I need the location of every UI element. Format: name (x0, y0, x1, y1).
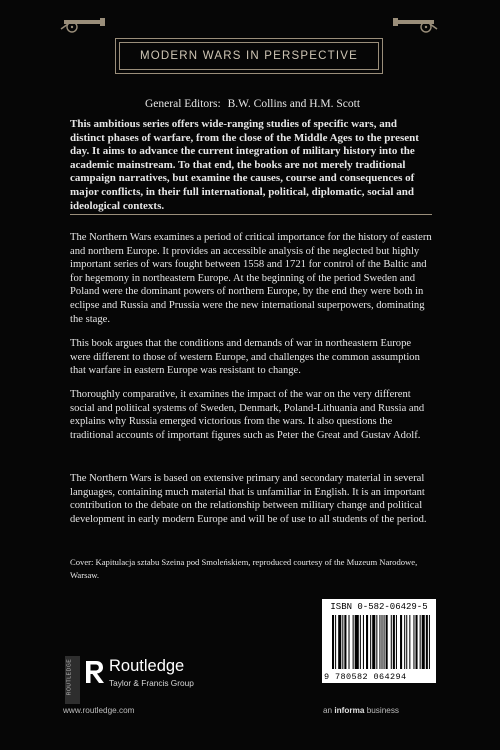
series-banner-inner (119, 42, 379, 70)
blurb-paragraph-1: The Northern Wars examines a period of critical importance for the history of eastern and northern Europe. It provides an accessible analysis of the neglected but highly important series of wars fought between 1558 and 1721 for control of the Baltic and for hegemony in northeastern Europe. At the beginning of the period Sweden and Poland were the dominant powers of northern Europe, by the end they were both in eclipse and Russia and Prussia were the new international superpowers, dominating the stage. (70, 232, 432, 325)
barcode-bar (391, 615, 392, 669)
cannon-right-icon (388, 13, 438, 33)
barcode-bar (404, 615, 405, 669)
blurb-paragraph-2: This book argues that the conditions and demands of war in northeastern Europe were different to those of western Europe, and challenges the common assumption that warfare in eastern Europe was resistant to change. (70, 338, 420, 377)
barcode-bar (386, 615, 388, 669)
barcode-bar (413, 615, 414, 669)
barcode-bar (416, 615, 418, 669)
barcode-bar (420, 615, 421, 669)
publisher-name: Routledge (109, 657, 185, 675)
barcode-bar (366, 615, 368, 669)
publisher-group: Taylor & Francis Group (109, 678, 194, 688)
barcode-bar (381, 615, 382, 669)
barcode-bar (379, 615, 380, 669)
barcode-bar (335, 615, 336, 669)
barcode-bar (344, 615, 346, 669)
editors-label: General Editors: (145, 98, 221, 110)
cannon-left-icon (60, 13, 110, 33)
informa-name: informa (334, 706, 365, 715)
barcode-bar (353, 615, 354, 669)
informa-suffix: business (366, 706, 400, 715)
series-banner (115, 38, 383, 74)
barcode-bar (332, 615, 334, 669)
barcode-bar (426, 615, 428, 669)
barcode-bar (376, 615, 377, 669)
blurb-paragraph-3: Thoroughly comparative, it examines the impact of the war on the very different social and political systems of Sweden, Denmark, Poland-Lithuania and Russia and explains why Russia emerged victorious from the wars. It also questions the traditional accounts of important figures such as Peter the Great and Gustav Adolf. (70, 389, 425, 441)
barcode-bar (396, 615, 397, 669)
series-title: MODERN WARS IN PERSPECTIVE (140, 50, 358, 62)
informa-business-tag (323, 706, 399, 715)
barcode-bar (348, 615, 349, 669)
cover-credit: Cover: Kapitulacja sztabu Szeina pod Smoleńskiem, reproduced courtesy of the Muzeum Narodowe, Warsaw. (70, 557, 418, 580)
barcode-bar (384, 615, 385, 669)
routledge-logo-icon (84, 659, 106, 685)
routledge-strip-text: ROUTLEDGE (66, 658, 73, 696)
barcode-digits: 9 780582 064294 (324, 672, 407, 682)
barcode-bar (393, 615, 395, 669)
barcode-bar (409, 615, 410, 669)
barcode-bar (372, 615, 375, 669)
divider-rule (70, 214, 432, 215)
editors-names: B.W. Collins and H.M. Scott (227, 98, 361, 110)
barcode (322, 599, 436, 683)
barcode-bar (370, 615, 371, 669)
barcode-bar (355, 615, 359, 669)
general-editors (145, 98, 360, 110)
barcode-bar (422, 615, 425, 669)
barcode-bars (332, 615, 432, 669)
barcode-bar (363, 615, 364, 669)
barcode-bar (400, 615, 402, 669)
series-description: This ambitious series offers wide-ranging studies of specific wars, and distinct phases of warfare, from the close of the Middle Ages to the present day. It aims to advance the current integration of military history into the academic mainstream. To that end, the books are not merely traditional campaign narratives, but examine the causes, course and consequences of major conflicts, in their full international, political, diplomatic, social and ideological contexts. (70, 118, 419, 212)
barcode-bar (342, 615, 343, 669)
barcode-bar (360, 615, 361, 669)
isbn-number: ISBN 0-582-06429-5 (330, 602, 428, 612)
informa-prefix: an (323, 706, 333, 715)
barcode-bar (338, 615, 341, 669)
blurb-paragraph-4: The Northern Wars is based on extensive primary and secondary material in several languages, containing much material that is unfamiliar in English. It is an important contribution to the debate on the relationship between military change and political development in early modern Europe and will be of use to all students of the period. (70, 473, 427, 525)
barcode-bar (429, 615, 430, 669)
routledge-spine-strip (65, 656, 80, 704)
publisher-url: www.routledge.com (63, 706, 135, 715)
barcode-bar (406, 615, 407, 669)
